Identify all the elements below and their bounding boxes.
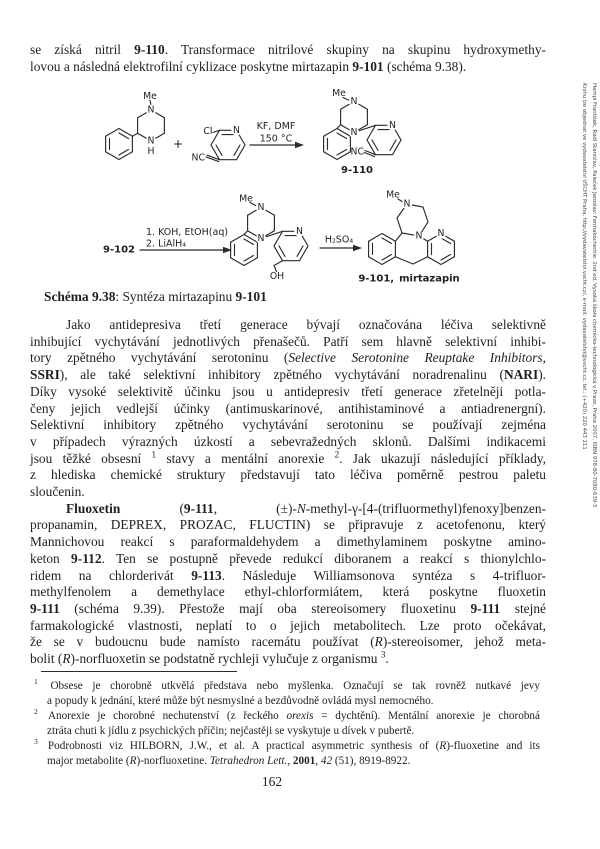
- scheme-caption: Schéma 9.38: Syntéza mirtazapinu 9-101: [44, 289, 267, 304]
- nitrogen-label: N: [389, 119, 396, 131]
- text-line: že se v budoucnu bude namísto racemátu používat (R)-stereoisomer, jehož meta-: [30, 634, 546, 650]
- text-line: keton 9-112. Ten se postupně převede redukcí diboranem a reakcí s thionylchlo-: [30, 550, 547, 566]
- footnote-line: ztráta chuti k jídlu z psychických příčin; nejčastěji se vyskytuje u dívek v pubertě.: [47, 725, 415, 737]
- compound-number-9-102: 9-102: [103, 244, 135, 256]
- reaction-arrow-3: [320, 235, 362, 252]
- text-line: farmakologické vlastnosti, neplatí to o jejich metabolitech. Lze proto očekávat,: [30, 617, 546, 633]
- footnote-line: $^1$ Obsese je chorobně utkvělá představa nebo myšlenka. Označují se tak rovněž nutkavé jevy: [34, 677, 540, 692]
- reaction-arrow-2: [140, 227, 232, 253]
- compound-number-9-101: 9-101, mirtazapin: [358, 273, 460, 285]
- nitrogen-label: N: [350, 127, 358, 138]
- text-line: tory zpětného vychytávání serotoninu (Selective Serotonine Reuptake Inhibitors,: [30, 350, 546, 366]
- nitrogen-label: N: [296, 225, 303, 237]
- reaction-arrow-1: [250, 121, 304, 148]
- structure-hydroxymethyl-intermediate: [231, 194, 308, 283]
- structure-mirtazapine: [358, 190, 459, 285]
- text-line: v případech výrazných úzkostí a sebevražedných sklonů. Dalšími indikacemi: [30, 433, 546, 449]
- text-line: z hlediska chemické struktury představují tato léčiva poměrně pestrou paletu: [30, 467, 546, 483]
- text-line: Selektivní inhibitory zpětného vychytávání serotoninu se používají zejména: [30, 417, 546, 433]
- text-line: sloučenin.: [30, 484, 85, 500]
- nitrogen-label: N: [437, 228, 445, 239]
- nitrogen-label: N: [350, 96, 358, 107]
- imprint-ordering-info: Knihu lze objednat ve vydavatelství VŠCHT Praha, http://vydavatelstvi.vscht.cz/, e-mail: vydavatelstvi@vscht.cz, tel.: (+420) 220 443 211: [581, 83, 588, 450]
- nitrile-label: NC: [191, 152, 205, 164]
- plus-sign: +: [172, 137, 184, 151]
- text-line: lovou a následná elektrofilní cyklizace poskytne mirtazapin 9-101 (schéma 9.38).: [30, 59, 467, 75]
- hydroxyl-label: OH: [269, 271, 285, 282]
- reaction-scheme-9-38: [30, 88, 550, 288]
- footnote-line: $^2$ Anorexie je chorobné nechutenství (z řeckého orexis = dychtění). Mentální anorexie je chorobná: [34, 707, 540, 722]
- nitrogen-label: N: [257, 202, 265, 213]
- sidebar-imprint: [578, 83, 598, 553]
- methyl-label: Me: [386, 189, 400, 201]
- condition-label: 150 °C: [259, 133, 293, 145]
- structure-chloronicotinonitrile: [192, 125, 245, 164]
- body-text: [30, 317, 546, 668]
- reagent-step2-label: 2. LiAlH₄: [146, 238, 187, 250]
- nitrogen-label: N: [147, 104, 155, 116]
- text-line: ridem na chlorderivát 9-113. Následuje Williamsonova syntéza s 4-trifluor-: [30, 567, 546, 583]
- text-line: bolit (R)-norfluoxetin se podstatně rychleji vylučuje z organismu $^3$.: [30, 649, 389, 667]
- text-line: jsou těžké obsesní $^1$ stavy a mentální anorexie $^2$. Jak ukazují následující příklady,: [30, 449, 546, 466]
- nitrogen-label: N: [403, 198, 411, 210]
- text-line: methylfenolem a demethylace ethyl-chlorformiátem, která poskytne fluoxetin: [30, 584, 546, 600]
- reagent-step1-label: 1. KOH, EtOH(aq): [146, 227, 229, 238]
- text-line: SSRI), ale také selektivní inhibitory zpětného vychytávání noradrenalinu (NARI).: [30, 367, 546, 383]
- text-line: Fluoxetin (9-111, (±)-N-methyl-γ-[4-(trifluormethyl)fenoxy]benzen-: [66, 500, 546, 516]
- imprint-citation: Hampl František, Rádl Stanislav, Paleček Jaroslav: Farmakochemie. 2nd ed. Vysoká škola chemicko-technologická v Praze, Praha 2007. ISBN 978-80-7080-639-5: [591, 83, 597, 508]
- page-number: 162: [261, 774, 283, 789]
- methyl-label: Me: [143, 91, 157, 102]
- text-line: Díky vysoké selektivitě účinku jsou u antidepresiv třetí generace zřetelněji potla-: [30, 383, 546, 399]
- text-line: Mannichovou reakcí s paraformaldehydem a dimethylaminem poskytne amino-: [30, 534, 546, 550]
- nitrile-label: NC: [350, 146, 364, 158]
- structure-methylphenylpiperazine: [106, 91, 165, 160]
- structure-9-110: [324, 88, 401, 176]
- nitrogen-label: N: [147, 135, 155, 147]
- nitrogen-label: N: [415, 230, 423, 242]
- reagent-label: KF, DMF: [256, 121, 296, 132]
- text-line: čeny jejich vedlejší účinky (antimuskarinové, antihistaminové a antiadrenergní).: [30, 400, 546, 416]
- reagent-label: H₂SO₄: [324, 234, 354, 246]
- compound-number-9-110: 9-110: [341, 165, 373, 176]
- text-line: se získá nitril 9-110. Transformace nitrilové skupiny na skupinu hydroxymethy-: [30, 42, 546, 57]
- methyl-label: Me: [332, 88, 346, 99]
- text-line: 9-111 (schéma 9.39). Přestože mají oba stereoisomery fluoxetinu 9-111 stejné: [30, 600, 546, 616]
- methyl-label: Me: [239, 193, 253, 205]
- footnote-line: major metabolite (R)-norfluoxetine. Tetrahedron Lett., 2001, 42 (51), 8919-8922.: [47, 755, 411, 767]
- intro-paragraph: [30, 41, 546, 75]
- nitrogen-label: N: [233, 124, 240, 136]
- nitrogen-label: N: [257, 233, 265, 244]
- hydrogen-label: H: [147, 146, 155, 157]
- text-line: Jako antidepresiva třetí generace bývají označována léčiva selektivně: [66, 317, 546, 332]
- footnotes: [34, 679, 540, 769]
- footnote-line: $^3$ Podrobnosti viz HILBORN, J.W., et al. A practical asymmetric synthesis of (R)-fluoxetine and its: [34, 737, 540, 752]
- footnote-line: a popudy k jednání, které může být nesmyslné a bezdůvodně ovládá mysl nemocného.: [47, 695, 434, 707]
- text-line: inhibující vychytávání jednotlivých přenašečů. Patří sem hlavně selektivní inhibi-: [30, 333, 546, 349]
- chlorine-label: Cl: [203, 126, 213, 137]
- text-line: propanamin, DEPREX, PROZAC, FLUCTIN) se připravuje z acetofenonu, který: [30, 517, 546, 533]
- footnote-separator: [41, 671, 237, 672]
